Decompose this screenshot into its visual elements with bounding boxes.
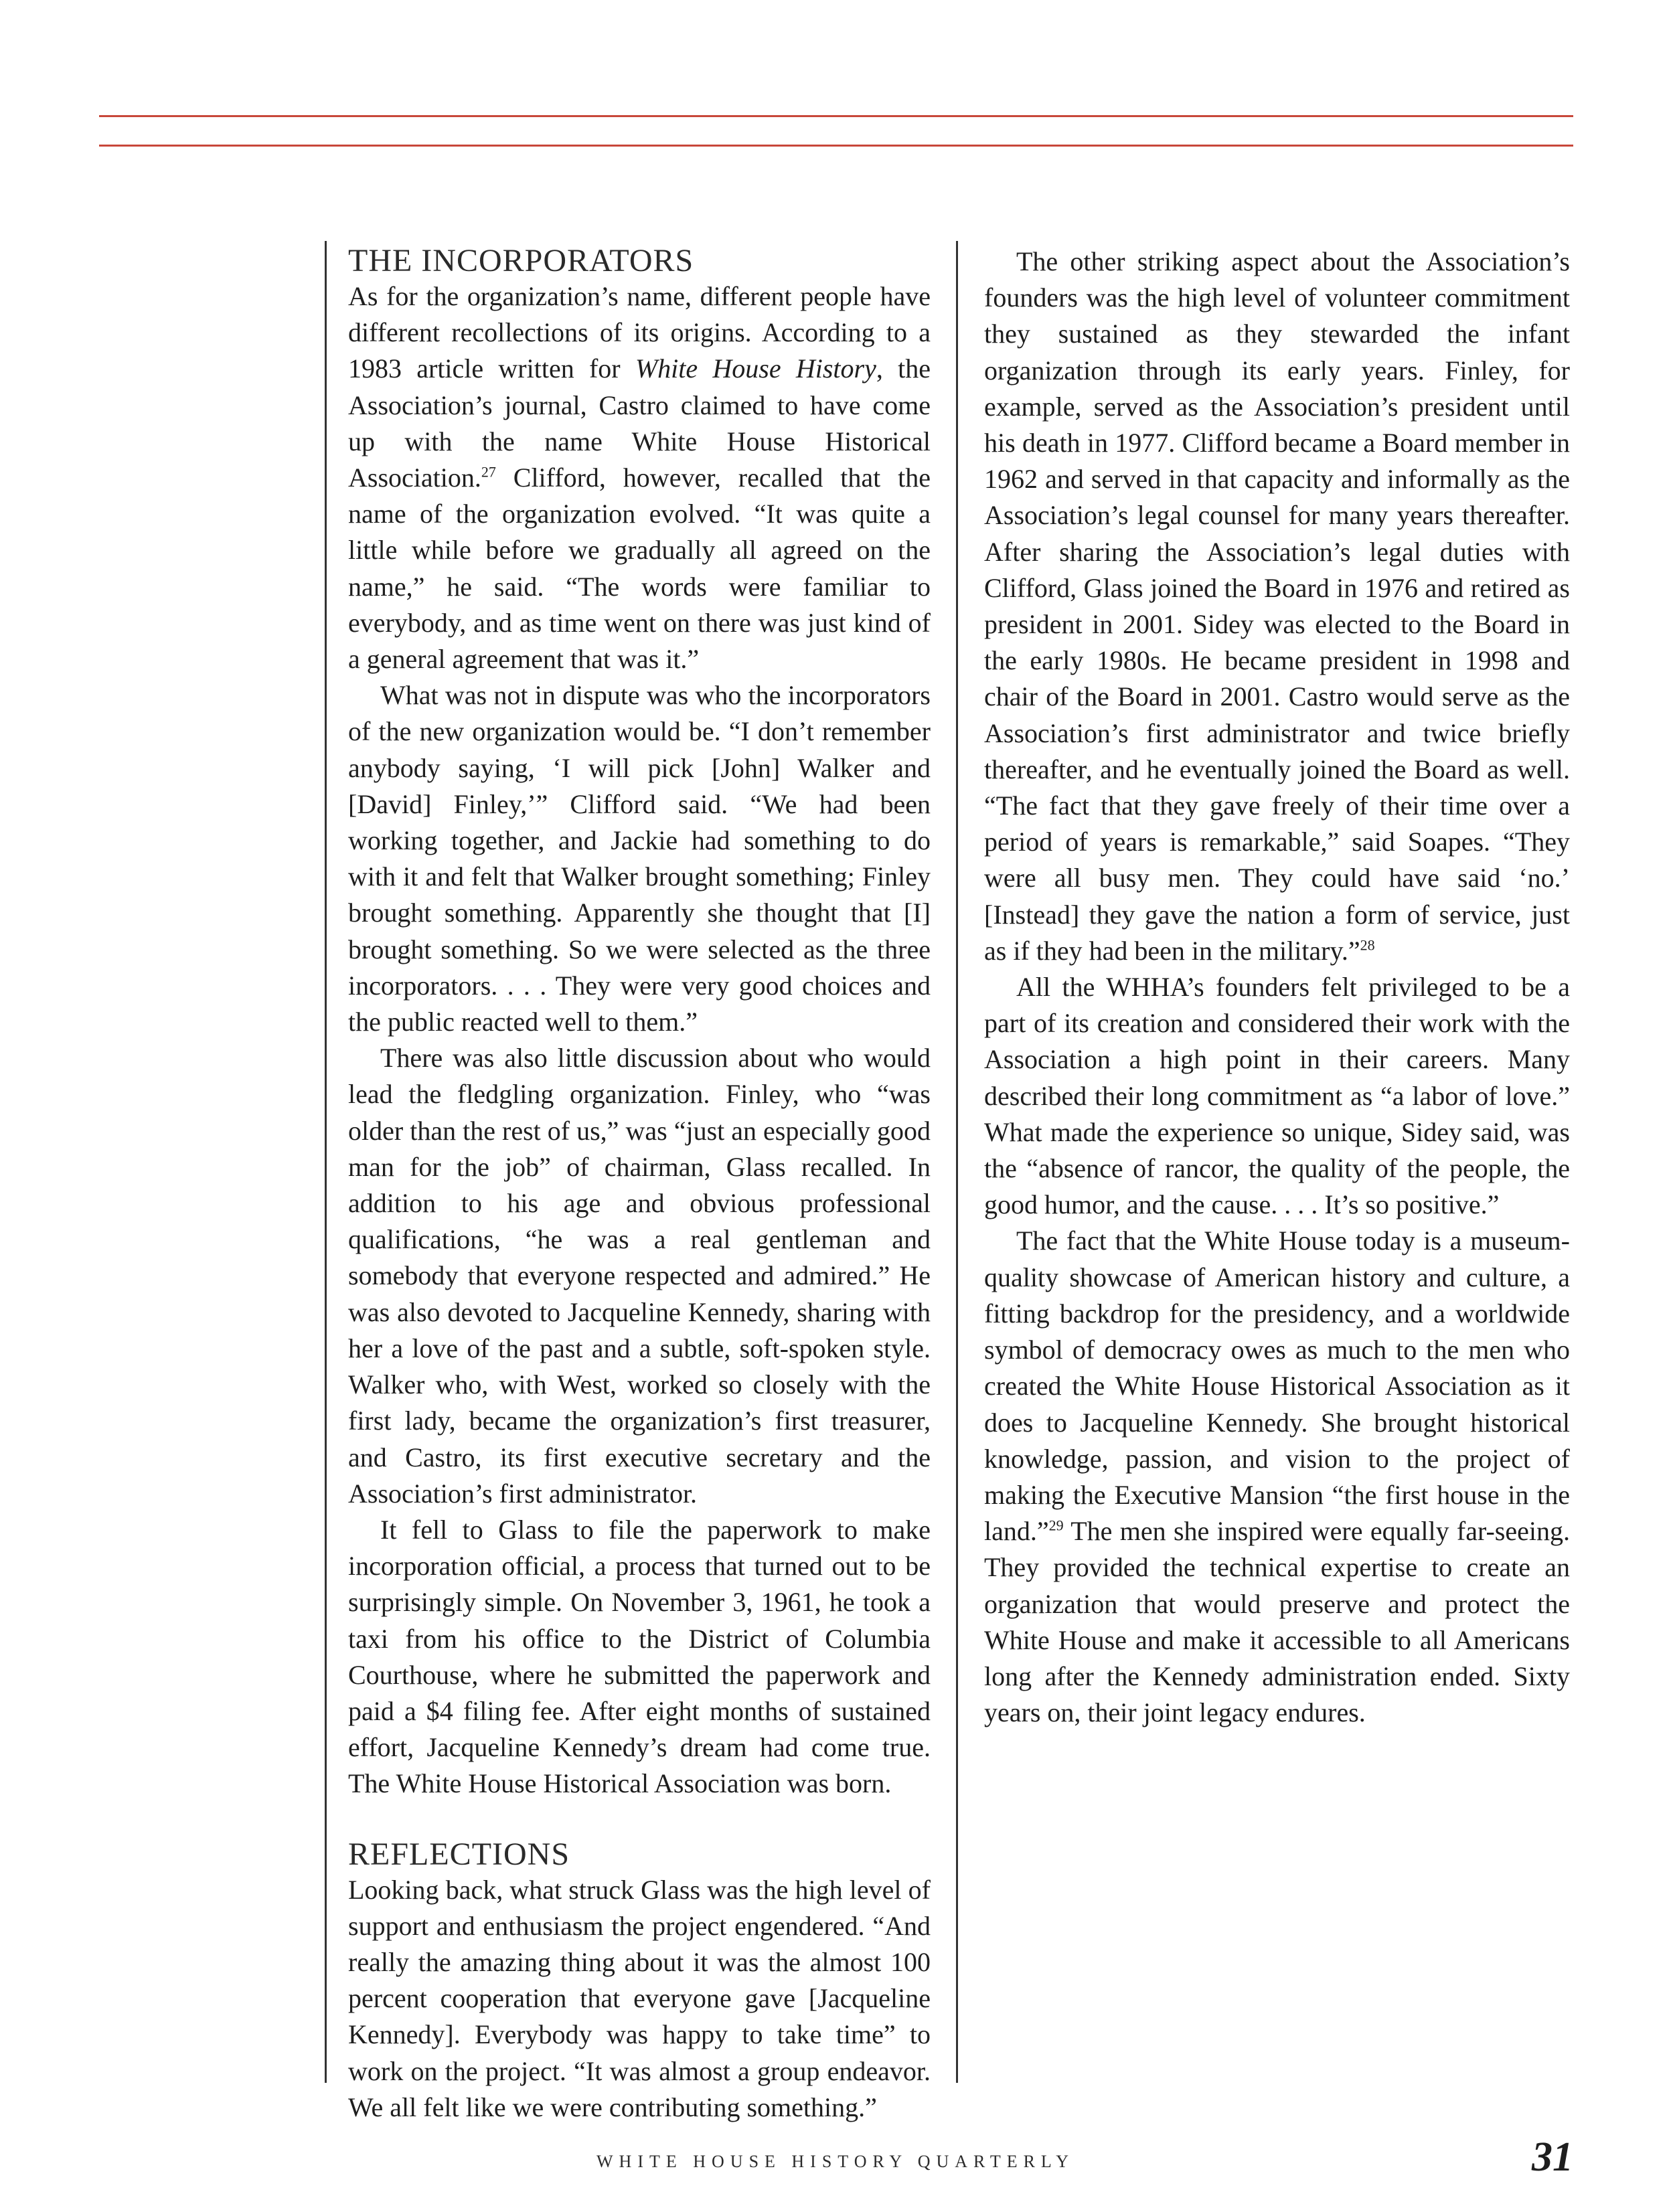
left-column-rule <box>325 241 327 2083</box>
paragraph-incorporators-1 <box>348 278 931 677</box>
text-run: The other striking aspect about the Association’s founders was the high level of volunteer commitment they sustained as they stewarded the infant organization through its early years. Finley, for example, served as the Association’s president until his death in 1977. Clifford became a Board member in 1962 and served in that capacity and informally as the Association’s legal counsel for many years thereafter. After sharing the Association’s legal duties with Clifford, Glass joined the Board in 1976 and retired as president in 2001. Sidey was elected to the Board in the early 1980s. He became president in 1998 and chair of the Board in 2001. Castro would serve as the Association’s first administrator and twice briefly thereafter, and he eventually joined the Board as well. “The fact that they gave freely of their time over a period of years is remarkable,” said Soapes. “They were all busy men. They could have said ‘no.’ [Instead] they gave the nation a form of service, just as if they had been in the military.” <box>984 246 1570 966</box>
text-run: , the Association’s journal, Castro claimed to have come up with the name White House Historical Association. <box>348 353 931 493</box>
paragraph-incorporators-3: There was also little discussion about who would lead the fledgling organization. Finley, who “was older than the rest of us,” was “just an especially good man for the job” of chairman, Glass recalled. In addition to his age and obvious professional qualifications, “he was a real gentleman and somebody that everyone respected and admired.” He was also devoted to Jacqueline Kennedy, sharing with her a love of the past and a subtle, soft-spoken style. Walker who, with West, worked so closely with the first lady, became the organization’s first treasurer, and Castro, its first executive secretary and the Association’s first administrator. <box>348 1043 931 1509</box>
paragraph-reflections-2 <box>984 244 1570 969</box>
footnote-ref-29: 29 <box>1048 1517 1064 1534</box>
paragraph-incorporators-4: It fell to Glass to file the paperwork to make incorporation official, a process that turned out to be surprisingly simple. On November 3, 1961, he took a taxi from his office to the District of Columbia Courthouse, where he submitted the paperwork and paid a $4 filing fee. After eight months of sustained effort, Jacqueline Kennedy’s dream had come true. The White House Historical Association was born. <box>348 1514 931 1799</box>
left-column <box>348 244 931 2126</box>
text-run: Clifford, however, recalled that the name of the organization evolved. “It was quite a little while before we gradually all agreed on the name,” he said. “The words were familiar to everybody, and as time went on there was just kind of a general agreement that was it.” <box>348 462 931 675</box>
paragraph-reflections-4 <box>984 1223 1570 1731</box>
right-column <box>984 244 1570 1731</box>
section-heading-incorporators: THE INCORPORATORS <box>348 243 694 278</box>
text-run: The fact that the White House today is a museum-quality showcase of American history and culture, a fitting backdrop for the presidency, and a worldwide symbol of democracy owes as much to the men who created the White House Historical Association as it does to Jacqueline Kennedy. She brought historical knowledge, passion, and vision to the project of making the Executive Mansion “the first house in the land.” <box>984 1225 1570 1547</box>
publication-footer: WHITE HOUSE HISTORY QUARTERLY <box>596 2152 1075 2171</box>
section-heading-reflections: REFLECTIONS <box>348 1836 570 1872</box>
text-run: The men she inspired were equally far-seeing. They provided the technical expertise to create an organization that would preserve and protect the White House and make it accessible to all Americans long after the Kennedy administration ended. Sixty years on, their joint legacy endures. <box>984 1516 1570 1728</box>
footnote-ref-28: 28 <box>1360 936 1375 954</box>
paragraph-reflections-1: Looking back, what struck Glass was the high level of support and enthusiasm the project engendered. “And really the amazing thing about it was the almost 100 percent cooperation that everyone gave [Jacqueline Kennedy]. Everybody was happy to take time” to work on the project. “It was almost a group endeavor. We all felt like we were contributing something.” <box>348 1874 931 2122</box>
footnote-ref-27: 27 <box>481 463 496 481</box>
paragraph-incorporators-2: What was not in dispute was who the incorporators of the new organization would be. “I don’t remember anybody saying, ‘I will pick [John] Walker and [David] Finley,’” Clifford said. “We had been working together, and Jackie had something to do with it and felt that Walker brought something; Finley brought something. Apparently she thought that [I] brought something. So we were selected as the three incorporators. . . . They were very good choices and the public reacted well to them.” <box>348 680 931 1037</box>
header-rule-bottom <box>99 145 1573 147</box>
journal-title: White House History <box>635 353 876 384</box>
center-column-rule <box>956 241 958 2083</box>
text-run: As for the organization’s name, different people have different recollections of its origins. According to a 1983 article written for <box>348 281 931 384</box>
paragraph-reflections-3: All the WHHA’s founders felt privileged to be a part of its creation and considered their work with the Association a high point in their careers. Many described their long commitment as “a labor of love.” What made the experience so unique, Sidey said, was the “absence of rancor, the quality of the people, the good humor, and the cause. . . . It’s so positive.” <box>984 972 1570 1220</box>
page-number: 31 <box>1532 2134 1573 2180</box>
header-rule-top <box>99 115 1573 117</box>
